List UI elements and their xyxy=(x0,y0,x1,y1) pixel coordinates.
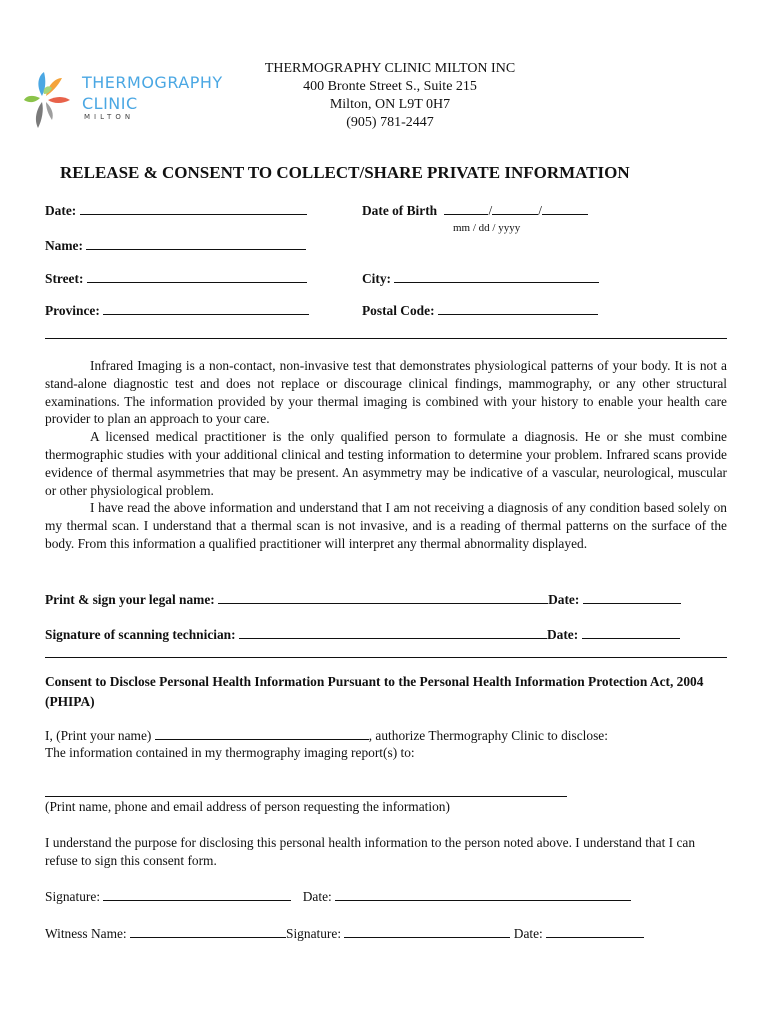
postal-field xyxy=(362,302,598,319)
dob-hint: mm / dd / yyyy xyxy=(453,222,521,234)
witness-line xyxy=(45,925,644,942)
street-field xyxy=(45,270,307,287)
signature-line xyxy=(45,888,631,905)
print-name-label: I, (Print your name) xyxy=(45,728,152,743)
technician-field xyxy=(45,626,680,643)
dob-field: Date of Birth / / xyxy=(362,202,588,219)
province-field xyxy=(45,302,309,319)
city-label: City: xyxy=(362,271,392,286)
logo-text-milton: MILTON xyxy=(84,113,135,121)
authorize-text: , authorize Thermography Clinic to disclose: xyxy=(368,728,608,743)
divider-2 xyxy=(45,657,727,658)
requester-hint: (Print name, phone and email address of person requesting the information) xyxy=(45,799,450,814)
street-address: 400 Bronte Street S., Suite 215 xyxy=(303,79,477,94)
info-line: The information contained in my thermography imaging report(s) to: xyxy=(45,745,415,760)
signature-date-input[interactable] xyxy=(335,888,631,901)
phone-number: (905) 781-2447 xyxy=(346,115,434,130)
postal-input[interactable] xyxy=(438,302,598,315)
technician-date-input[interactable] xyxy=(582,626,680,639)
witness-label: Witness Name: xyxy=(45,926,127,941)
legal-name-label: Print & sign your legal name: xyxy=(45,592,215,607)
dob-year-input[interactable] xyxy=(542,202,588,215)
witness-input[interactable] xyxy=(130,925,286,938)
postal-label: Postal Code: xyxy=(362,303,435,318)
name-input[interactable] xyxy=(86,237,306,250)
print-name-line xyxy=(45,727,608,744)
print-name-input[interactable] xyxy=(155,727,369,740)
signature-input[interactable] xyxy=(103,888,291,901)
date-label: Date: xyxy=(45,203,77,218)
understand-text: I understand the purpose for disclosing this personal health information to the person noted above. I understand that I can refuse to sign this consent form. xyxy=(45,835,696,868)
province-input[interactable] xyxy=(103,302,309,315)
name-label: Name: xyxy=(45,238,83,253)
technician-label: Signature of scanning technician: xyxy=(45,627,236,642)
requester-input[interactable] xyxy=(45,784,567,797)
province-label: Province: xyxy=(45,303,100,318)
date-input[interactable] xyxy=(80,202,307,215)
signature-label: Signature: xyxy=(45,889,101,904)
city-input[interactable] xyxy=(394,270,599,283)
witness-date-input[interactable] xyxy=(546,925,644,938)
logo-text-thermography: THERMOGRAPHY xyxy=(82,73,223,92)
divider xyxy=(45,338,727,339)
form-title: RELEASE & CONSENT TO COLLECT/SHARE PRIVATE INFORMATION xyxy=(60,163,630,182)
technician-date-label: Date: xyxy=(546,627,579,642)
witness-signature-input[interactable] xyxy=(344,925,510,938)
date-field xyxy=(45,202,307,219)
city-address: Milton, ON L9T 0H7 xyxy=(329,97,451,112)
street-label: Street: xyxy=(45,271,84,286)
technician-input[interactable] xyxy=(239,626,547,639)
info-paragraph-3: I have read the above information and understand that I am not receiving a diagnosis of any condition based solely on my thermal scan. I understand that a thermal scan is not invasive, and is a reading of thermal patterns on the surface of the body. From this information a qualified practitioner will interpret any thermal abnormality displayed. xyxy=(45,500,727,551)
name-field xyxy=(45,237,306,254)
info-text xyxy=(45,357,727,553)
signature-date-label: Date: xyxy=(302,889,332,904)
info-paragraph-1: Infrared Imaging is a non-contact, non-invasive test that demonstrates physiological patterns of your body. It is not a stand-alone diagnostic test and does not replace or discourage clinical findings, mammography, or any other structural examinations. The information provided by your thermal imaging is combined with your history to enable your health care provider to plan an approach to your care. xyxy=(45,358,727,427)
dob-label: Date of Birth xyxy=(362,203,438,218)
legal-name-date-input[interactable] xyxy=(583,591,681,604)
street-input[interactable] xyxy=(87,270,307,283)
phipa-heading: Consent to Disclose Personal Health Information Pursuant to the Personal Health Information Protection Act, 2004 (PHIPA) xyxy=(45,674,704,709)
witness-date-label: Date: xyxy=(513,926,543,941)
legal-name-date-label: Date: xyxy=(548,592,580,607)
dob-day-input[interactable] xyxy=(492,202,538,215)
city-field xyxy=(362,270,599,287)
info-paragraph-2: A licensed medical practitioner is the only qualified person to formulate a diagnosis. He or she must combine thermographic studies with your additional clinical and testing information to determine your problem. Infrared scans provide evidence of thermal asymmetries that may be present. An asymmetry may be indicative of a vascular, neurological, muscular or other physiological problem. xyxy=(45,429,727,498)
witness-signature-label: Signature: xyxy=(286,926,342,941)
legal-name-field xyxy=(45,591,681,608)
clinic-address xyxy=(240,60,540,132)
dob-month-input[interactable] xyxy=(444,202,488,215)
logo-text-clinic: CLINIC xyxy=(82,94,138,113)
legal-name-input[interactable] xyxy=(218,591,548,604)
company-name: THERMOGRAPHY CLINIC MILTON INC xyxy=(264,61,516,76)
flower-logo-icon xyxy=(22,66,82,134)
